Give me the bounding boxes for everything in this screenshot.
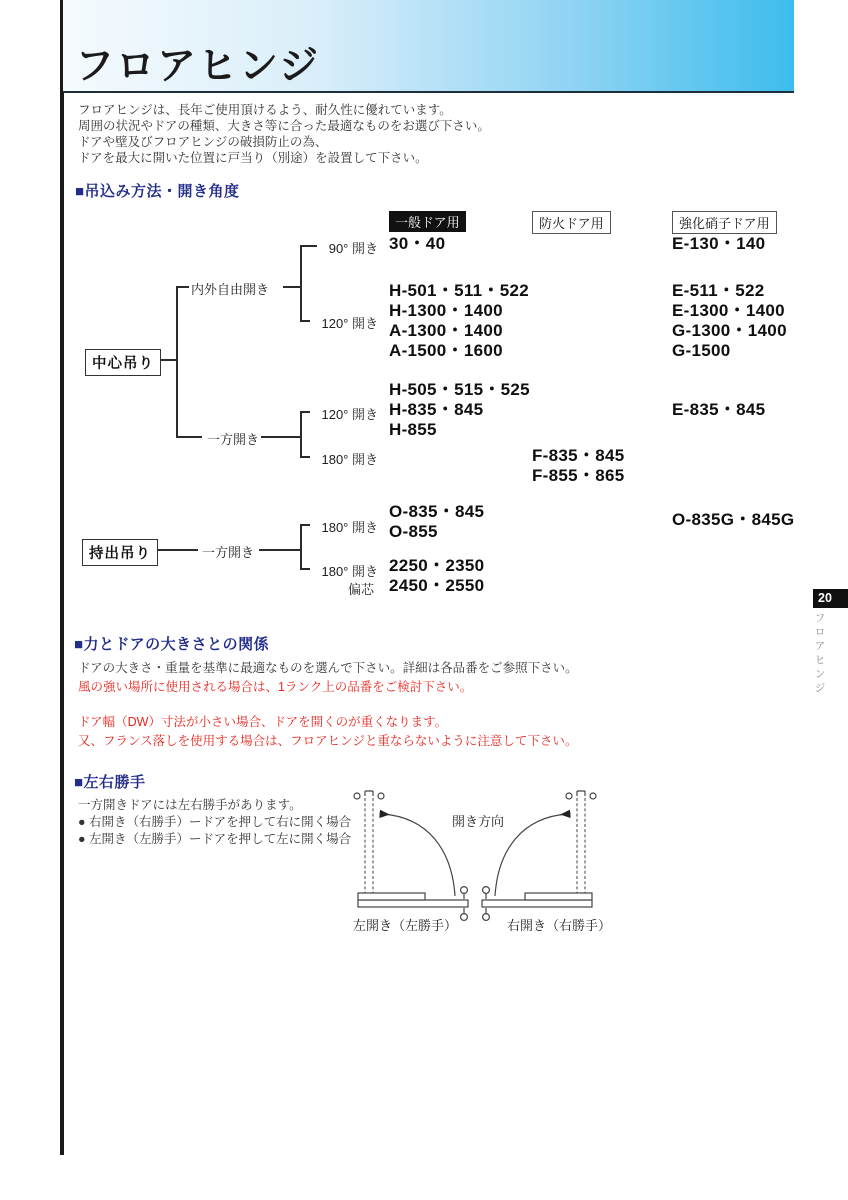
models-glass-90: E-130・140 [672,234,766,253]
left-open-door-dashed [354,791,384,899]
models-fire-180: F-835・845 F-855・865 [532,446,625,485]
side-tab-label: フロアヒンジ [813,612,825,696]
tree-line [300,524,302,569]
tree-line [300,411,302,458]
left-swing-arrow [382,814,455,896]
tree-line [259,549,301,551]
section-heading-handedness: ■左右勝手 [74,774,146,791]
power-note-2-red: 風の強い場所に使用される場合は、1ランク上の品番をご検討下さい。 [78,680,473,694]
section-heading-hanging: ■吊込み方法・開き角度 [75,183,240,200]
tree-line [300,456,310,458]
branch-free-swing: 内外自由開き [189,279,271,298]
tree-line [261,436,301,438]
column-header-fire-door: 防火ドア用 [532,211,611,234]
models-general-120-one-way: H-505・515・525 H-835・845 H-855 [389,380,530,439]
models-glass-180-offset: O-835G・845G [672,510,795,529]
section-heading-power: ■力とドアの大きさとの関係 [74,636,270,653]
angle-120-free: 120° 開き [321,316,378,331]
right-swing-arrow [495,814,568,896]
handedness-note: 一方開きドアには左右勝手があります。 [78,798,302,812]
tree-node-offset-hung: 持出吊り [82,539,158,566]
tree-line [300,568,310,570]
tree-line [300,411,310,413]
diagram-left-door-label: 左開き（左勝手） [353,918,458,933]
intro-text: フロアヒンジは、長年ご使用頂けるよう、耐久性に優れています。 周囲の状況やドアの種類、大きさ等に合った最適なものをお選び下さい。 ドアや壁及びフロアヒンジの破損防止の為、 ドアを最大に開いた位置に戸当り（別途）を設置して下さい。 [78,103,490,165]
tree-line [300,320,310,322]
left-rule-bar [60,0,64,1155]
handedness-bullet-right: ● 右開き（右勝手）ードアを押して右に開く場合 [78,815,352,829]
right-open-door-dashed [566,791,596,899]
angle-120-one-way: 120° 開き [321,407,378,422]
angle-90: 90° 開き [328,241,378,256]
page-number-badge: 20 [813,589,848,608]
tree-line [300,524,310,526]
angle-180-eccentric: 180° 開き [321,564,378,579]
tree-line [176,286,190,288]
handedness-bullet-left: ● 左開き（左勝手）ードアを押して左に開く場合 [78,832,352,846]
page-title: フロアヒンジ [75,45,321,89]
power-note-1: ドアの大きさ・重量を基準に最適なものを選んで下さい。詳細は各品番をご参照下さい。 [78,661,578,675]
tree-node-center-hung: 中心吊り [85,349,161,376]
diagram-right-door-label: 右開き（右勝手） [507,918,612,933]
column-header-tempered-glass-door: 強化硝子ドア用 [672,211,777,234]
power-note-4-red: 又、フランス落しを使用する場合は、フロアヒンジと重ならないように注意して下さい。 [78,734,578,748]
column-header-general-door: 一般ドア用 [389,211,466,232]
models-glass-120-free: E-511・522 E-1300・1400 G-1300・1400 G-1500 [672,281,787,360]
branch-one-way-offset: 一方開き [200,542,256,561]
models-general-120-free: H-501・511・522 H-1300・1400 A-1300・1400 A-1500・1600 [389,281,529,360]
models-glass-120-one-way: E-835・845 [672,400,766,419]
models-general-180-offset: O-835・845 O-855 [389,502,485,541]
angle-eccentric-label: 偏芯 [347,582,374,597]
angle-180-one-way: 180° 開き [321,452,378,467]
branch-one-way-center: 一方開き [205,429,261,448]
models-general-90: 30・40 [389,234,446,253]
title-banner [63,0,794,93]
angle-180-offset: 180° 開き [321,520,378,535]
diagram-direction-label: 開き方向 [452,814,505,829]
tree-line [283,286,301,288]
tree-line [176,436,202,438]
tree-line [176,286,178,437]
tree-line [300,245,302,322]
power-note-3-red: ドア幅（DW）寸法が小さい場合、ドアを開くのが重くなります。 [78,715,448,729]
models-general-180-eccentric: 2250・2350 2450・2550 [389,556,485,595]
